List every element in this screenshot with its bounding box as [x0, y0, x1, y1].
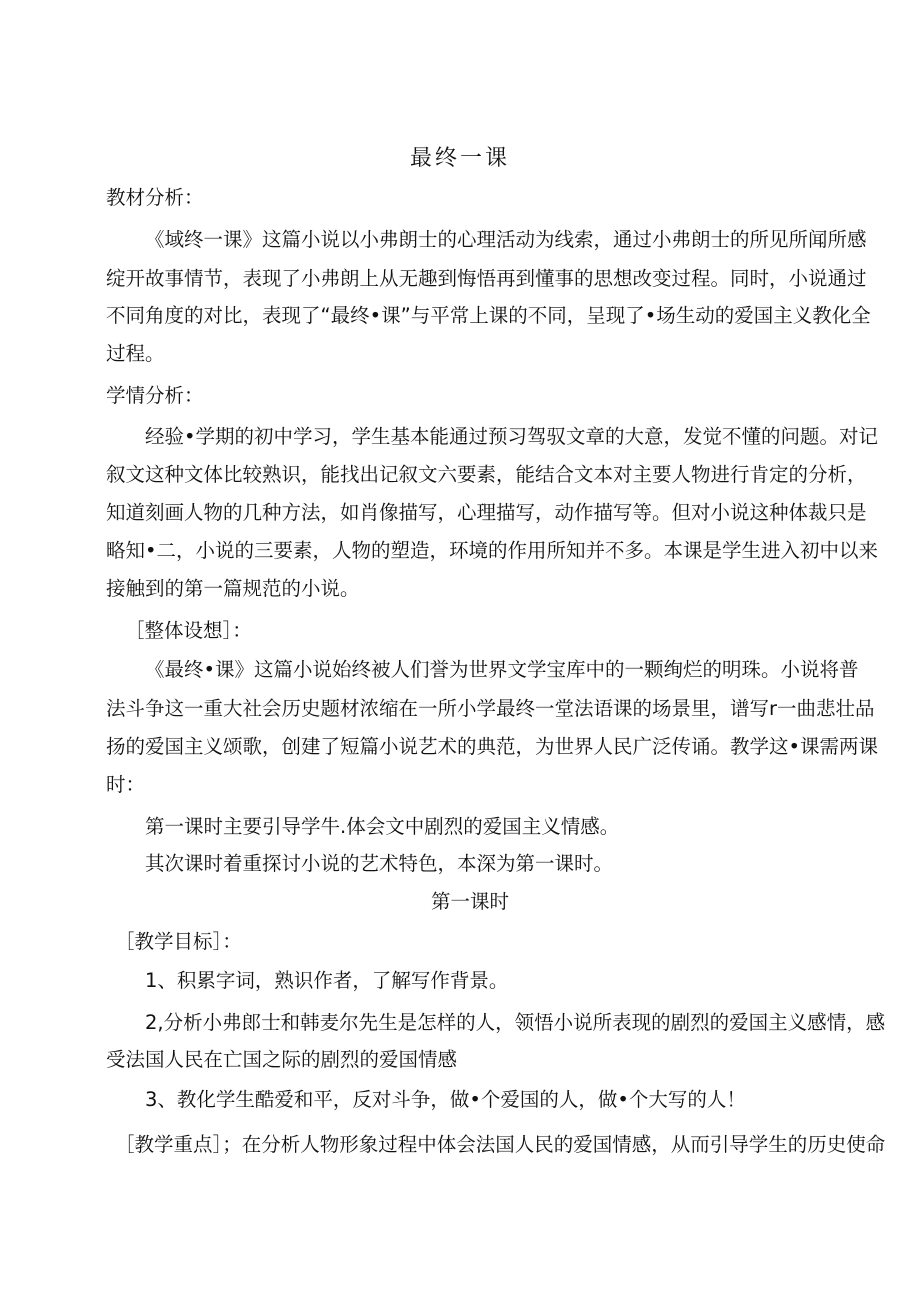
teaching-goal-item: 2,分析小弗郎士和韩麦尔先生是怎样的人，领悟小说所表现的剧烈的爱国主义感情，感 [145, 1011, 886, 1034]
plan-paragraph-line: 法斗争这一重大社会历史题材浓缩在一所小学最终一堂法语课的场景里，谱写r一曲悲壮品 [106, 697, 875, 720]
student-paragraph-line: 接触到的第一篇规范的小说。 [106, 577, 360, 600]
teaching-goals-heading: ［教学目标］： [115, 930, 242, 953]
page-title: 最终一课 [409, 146, 510, 171]
plan-paragraph-line: 扬的爱国主义颂歌，创建了短篇小说艺术的典范，为世界人民广泛传诵。教学这•课需两课 [106, 735, 879, 758]
student-paragraph-line: 知道刻画人物的几种方法，如肖像描写，心理描写，动作描写等。但对小说这种体裁只是 [106, 501, 867, 524]
material-paragraph-line: 不同角度的对比，表现了“最终•课”与平常上课的不同，呈现了•场生动的爱国主义教化全 [106, 304, 871, 327]
teaching-goal-item-continuation: 受法国人民在亡国之际的剧烈的爱国情感 [106, 1048, 458, 1071]
plan-paragraph-line: 《最终•课》这篇小说始终被人们誉为世界文学宝库中的一颗绚烂的明珠。小说将普 [145, 658, 859, 681]
student-paragraph-line: 叙文这种文体比较熟识，能找出记叙文六要素，能结合文本对主要人物进行肯定的分析， [106, 463, 867, 486]
material-paragraph-line: 绽开故事情节，表现了小弗朗上从无趣到悔悟再到懂事的思想改变过程。同时，小说通过 [106, 267, 867, 290]
material-analysis-heading: 教材分析： [106, 186, 204, 209]
plan-paragraph-line: 时： [106, 773, 146, 796]
teaching-goal-item: 1、积累字词，熟识作者，了解写作背景。 [145, 969, 509, 992]
overall-plan-heading: ［整体设想］： [125, 619, 252, 642]
section-subtitle: 第一课时 [430, 890, 509, 913]
plan-period-one: 第一课时主要引导学牛.体会文中剧烈的爱国主义情感。 [145, 815, 620, 838]
teaching-focus-line: ［教学重点］；在分析人物形象过程中体会法国人民的爱国情感，从而引导学生的历史使命 [115, 1133, 886, 1156]
teaching-goal-item: 3、教化学生酷爱和平，反对斗争，做•个爱国的人，做•个大写的人！ [145, 1088, 746, 1111]
material-paragraph-line: 过程。 [106, 342, 165, 365]
plan-period-two: 其次课时着重探讨小说的艺术特色，本深为第一课时。 [145, 852, 614, 875]
student-paragraph-line: 经验•学期的初中学习，学生基本能通过预习驾驭文章的大意，发觉不懂的问题。对记 [145, 425, 879, 448]
student-analysis-heading: 学情分析： [106, 384, 204, 407]
student-paragraph-line: 略知•二，小说的三要素，人物的塑造，环境的作用所知并不多。本课是学生进入初中以来 [106, 539, 879, 562]
material-paragraph-line: 《域终一课》这篇小说以小弗朗士的心理活动为线索，通过小弗朗士的所见所闻所感 [145, 228, 867, 251]
